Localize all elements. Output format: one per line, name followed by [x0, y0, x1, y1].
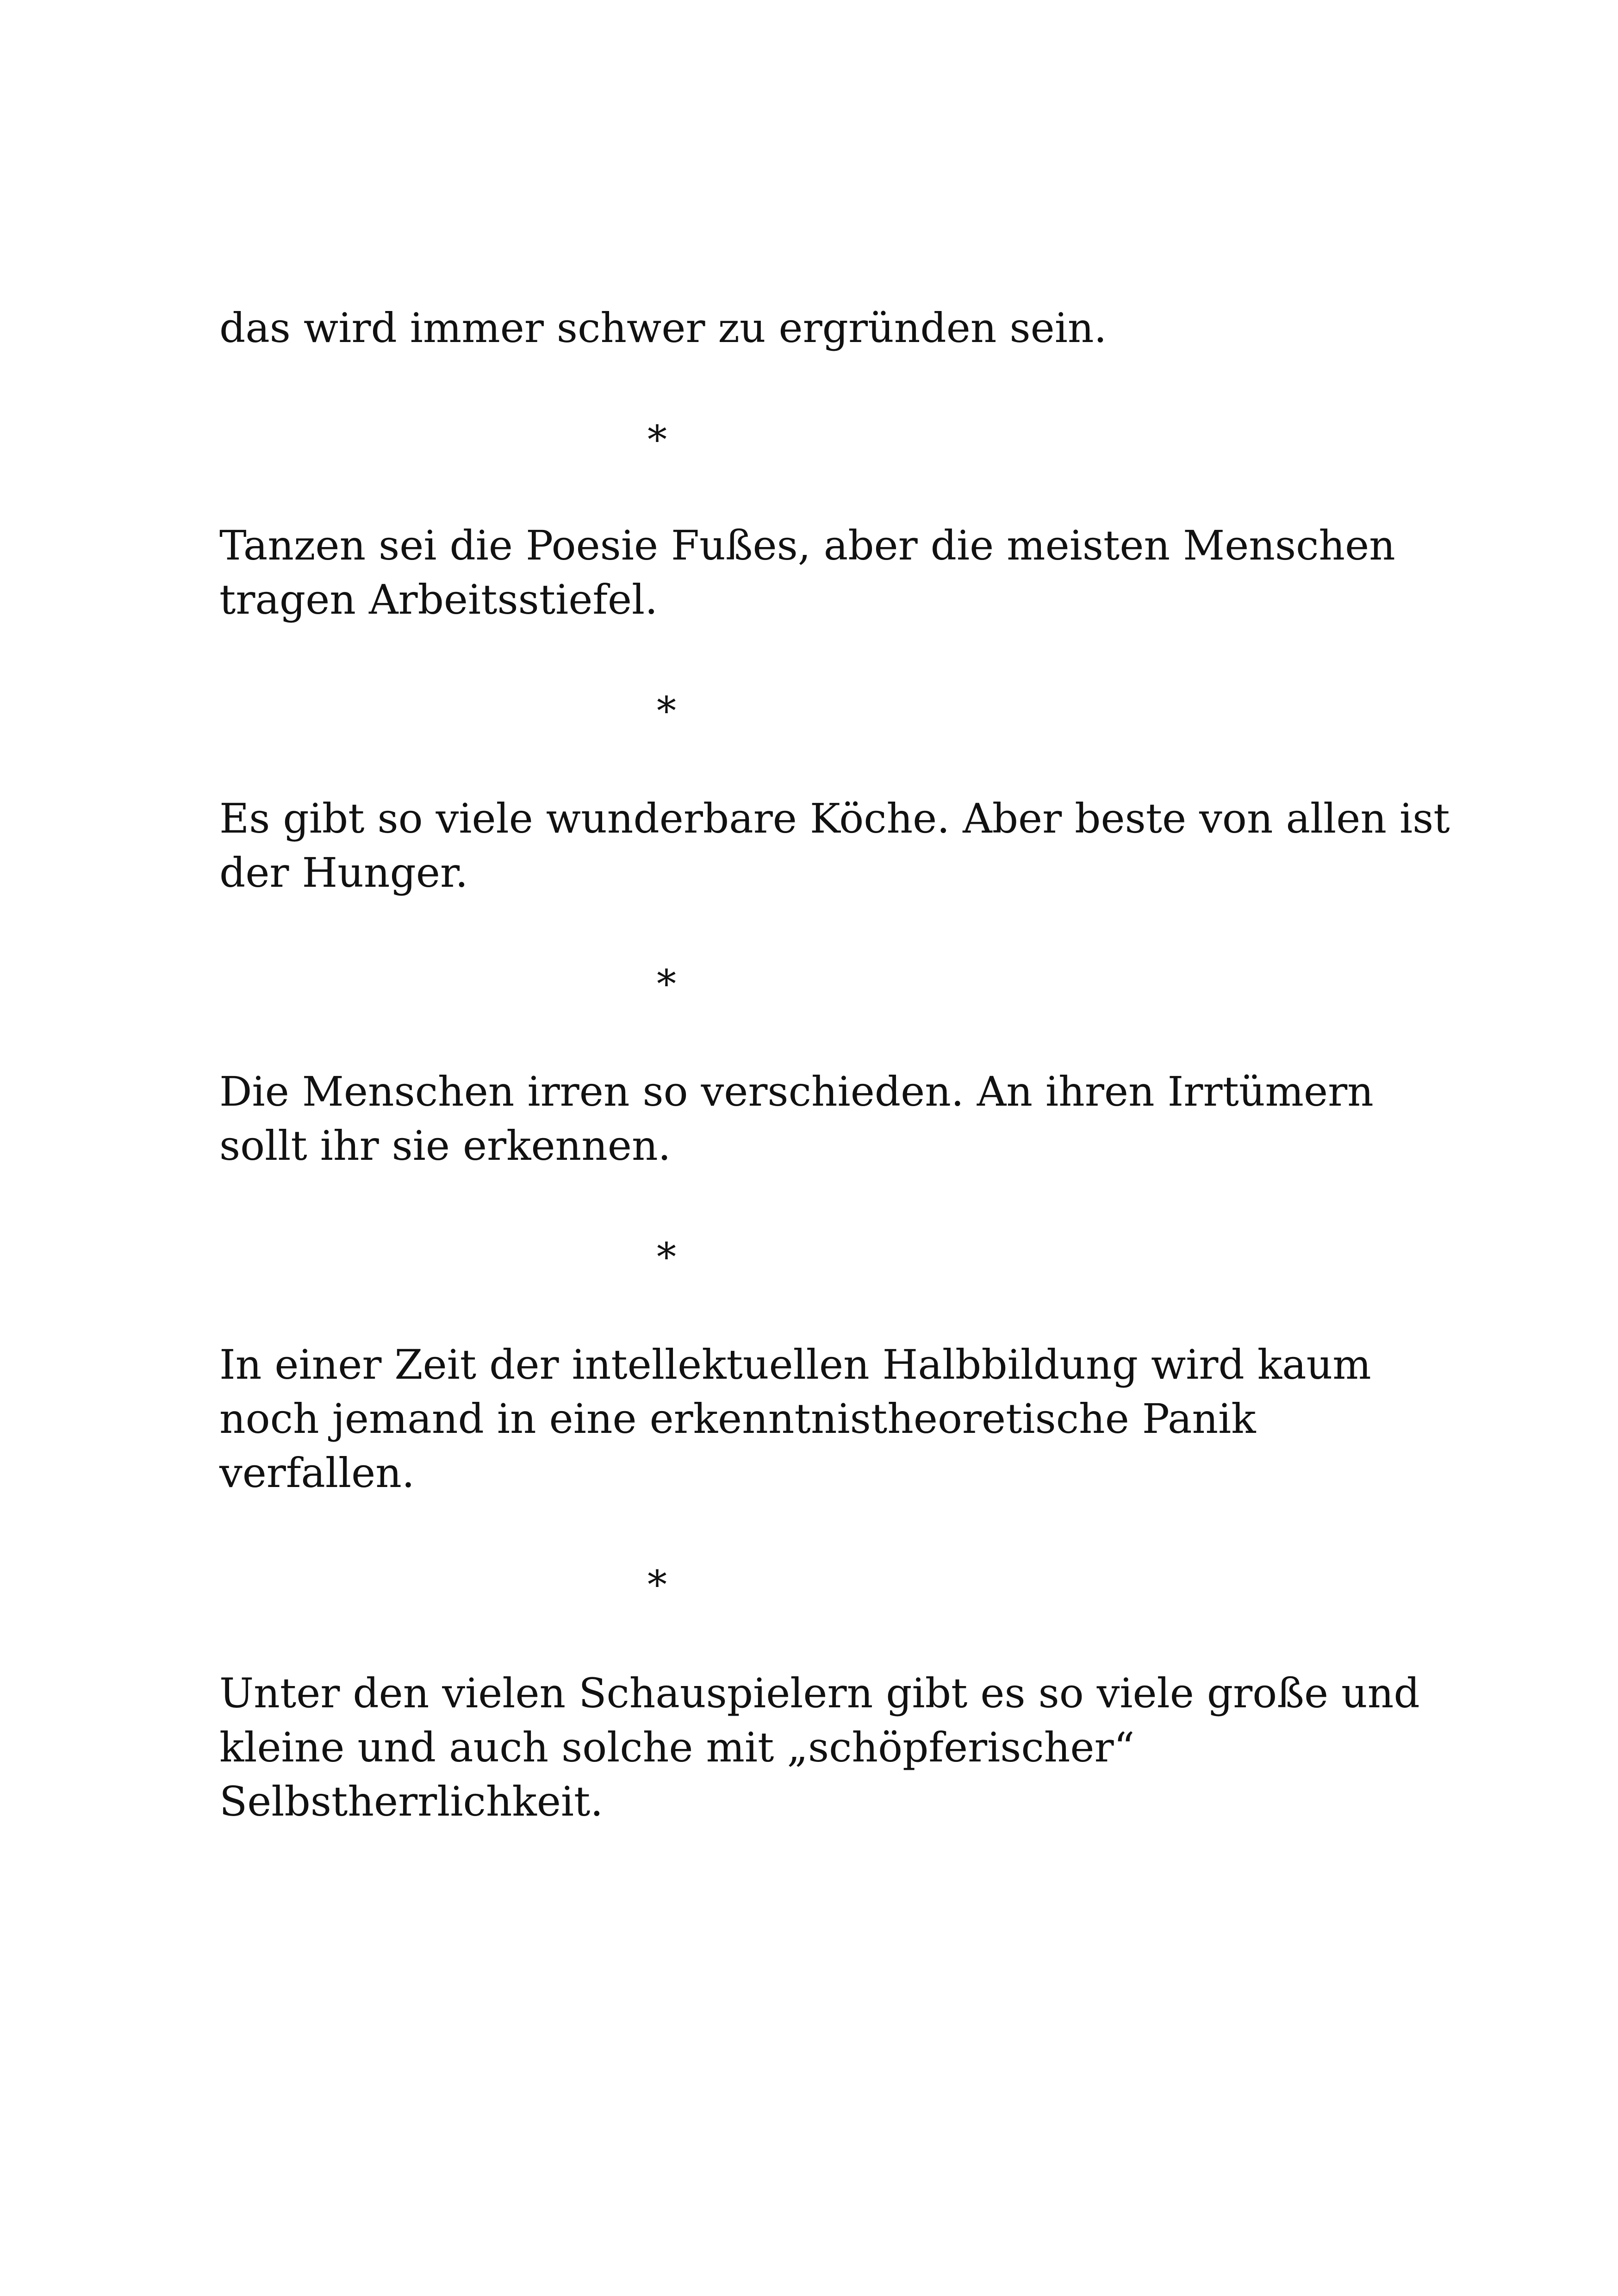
paragraph-4: Die Menschen irren so verschieden. An ihren Irrtümern sollt ihr sie erkennen.	[219, 1068, 1374, 1170]
paragraph-5: In einer Zeit der intellektuellen Halbbildung wird kaum noch jemand in eine erkenntnistheoretische Panik verfallen.	[219, 1341, 1371, 1497]
separator-4: *	[657, 1234, 676, 1280]
separator-5: *	[647, 1562, 667, 1607]
paragraph-1: das wird immer schwer zu ergründen sein.	[219, 304, 1107, 352]
paragraph-3: Es gibt so viele wunderbare Köche. Aber beste von allen ist der Hunger.	[219, 795, 1450, 896]
separator-1: *	[647, 417, 667, 462]
paragraph-2: Tanzen sei die Poesie Fußes, aber die meisten Menschen tragen Arbeitsstiefel.	[219, 522, 1395, 623]
separator-3: *	[657, 961, 676, 1007]
paragraph-6: Unter den vielen Schauspielern gibt es so viele große und kleine und auch solche mit „schöpferischer“ Selbstherrlichkeit.	[219, 1669, 1420, 1825]
separator-2: *	[657, 688, 676, 734]
